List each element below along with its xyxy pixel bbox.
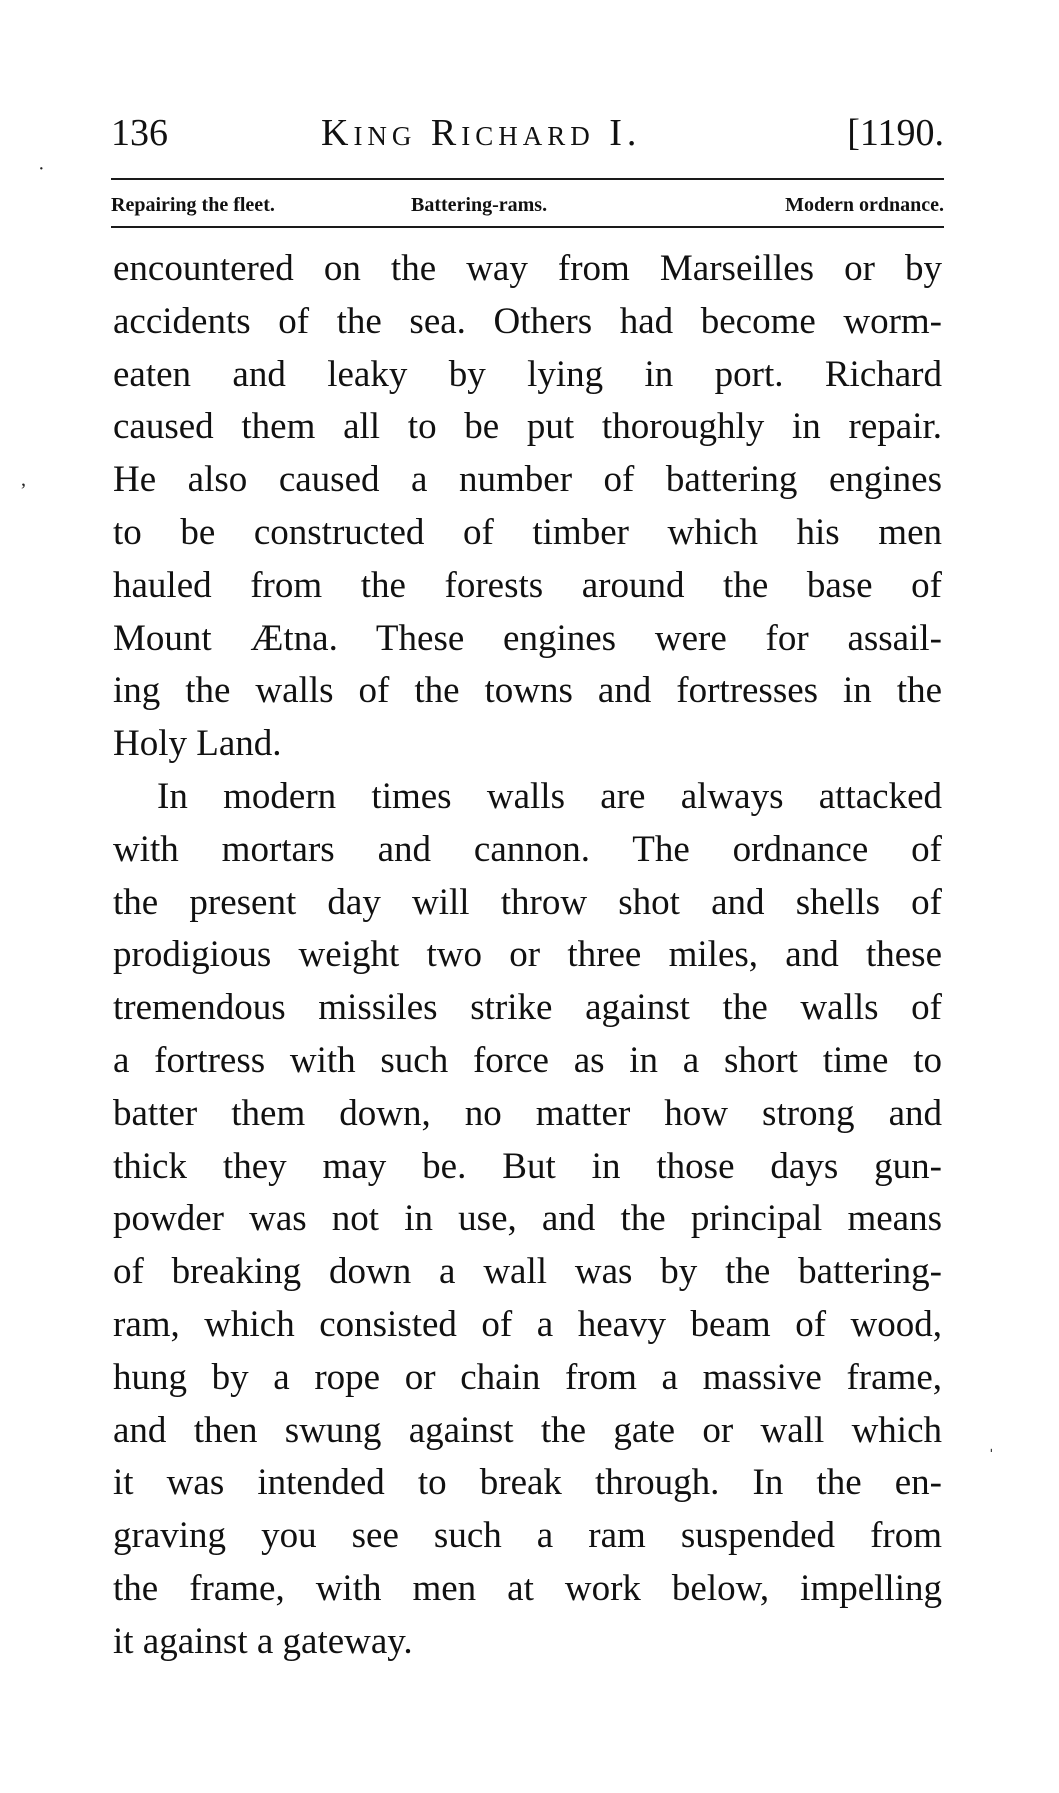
body-text xyxy=(113,243,942,1669)
text-line: hung by a rope or chain from a massive frame, xyxy=(113,1356,942,1398)
text-line: caused them all to be put thoroughly in repair. xyxy=(113,406,942,448)
text-line: ram, which consisted of a heavy beam of wood, xyxy=(113,1303,942,1345)
subhead-battering-rams: Battering-rams. xyxy=(411,194,548,216)
paragraph-2 xyxy=(113,771,942,1669)
text-line: tremendous missiles strike against the walls of xyxy=(113,987,942,1029)
text-line: the present day will throw shot and shells of xyxy=(113,881,942,923)
text-line: of breaking down a wall was by the battering- xyxy=(113,1251,942,1293)
running-head xyxy=(111,108,944,158)
text-line: thick they may be. But in those days gun- xyxy=(113,1145,942,1187)
text-line: it against a gateway. xyxy=(113,1620,413,1662)
scan-speck: ˈ xyxy=(988,1446,995,1468)
text-line: batter them down, no matter how strong and xyxy=(113,1092,942,1134)
text-line: to be constructed of timber which his men xyxy=(113,511,942,553)
text-line: accidents of the sea. Others had become worm- xyxy=(113,300,942,342)
paragraph-1 xyxy=(113,243,942,771)
text-line: encountered on the way from Marseilles or by xyxy=(113,248,942,289)
text-line: Holy Land. xyxy=(113,723,282,765)
text-line: In modern times walls are always attacked xyxy=(157,775,942,817)
text-line: graving you see such a ram suspended from xyxy=(113,1515,942,1557)
text-line: Mount Ætna. These engines were for assail- xyxy=(113,617,942,659)
text-line: and then swung against the gate or wall which xyxy=(113,1409,942,1451)
header-rule-top xyxy=(111,178,944,180)
page-number: 136 xyxy=(111,112,168,154)
running-title: King Richard I. xyxy=(321,112,642,154)
text-line: eaten and leaky by lying in port. Richard xyxy=(113,353,942,395)
text-line: with mortars and cannon. The ordnance of xyxy=(113,828,942,870)
text-line: powder was not in use, and the principal means xyxy=(113,1198,942,1240)
header-rule-bottom xyxy=(111,226,944,228)
scan-speck: · xyxy=(38,158,45,180)
text-line: He also caused a number of battering engines xyxy=(113,459,942,501)
text-line: it was intended to break through. In the en- xyxy=(113,1462,942,1504)
text-line: the frame, with men at work below, impelling xyxy=(113,1567,942,1609)
subhead-repairing-fleet: Repairing the fleet. xyxy=(111,194,275,216)
text-line: hauled from the forests around the base of xyxy=(113,564,942,606)
text-line: ing the walls of the towns and fortresses in the xyxy=(113,670,942,712)
running-year: [1190. xyxy=(847,112,944,154)
marginal-subheads xyxy=(111,188,944,222)
text-line: prodigious weight two or three miles, and these xyxy=(113,934,942,976)
text-line: a fortress with such force as in a short time to xyxy=(113,1039,942,1081)
scan-speck: ʼ xyxy=(20,480,27,502)
subhead-modern-ordnance: Modern ordnance. xyxy=(785,194,944,216)
